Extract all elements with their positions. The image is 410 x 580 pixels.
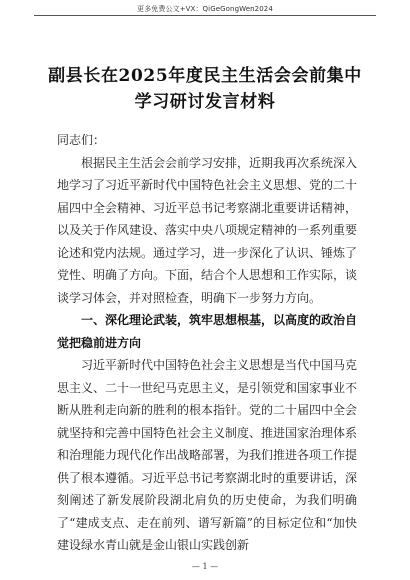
paragraph-1: 根据民主生活会会前学习安排，近期我再次系统深入地学习了习近平新时代中国特色社会主义思想、党的二十届四中全会精神、习近平总书记考察湖北重要讲话精神，以及关于作风建设、落实中央八项规定精神的一系列重要论述和党内法规。通过学习，进一步深化了认识、锤炼了党性、明确了方向。下面，结合个人思想和工作实际，谈谈学习体会，并对照检查，明确下一步努力方向。 <box>57 155 358 305</box>
page-number: — 1 — <box>191 562 219 571</box>
document-body <box>57 129 357 557</box>
paragraph-2: 习近平新时代中国特色社会主义思想是当代中国马克思主义、二十一世纪马克思主义，是引领党和国家事业不断从胜利走向新的胜利的根本指针。党的二十届四中全会就坚持和完善中国特色社会主义制度、推进国家治理体系和治理能力现代化作出战略部署，为我们推进各项工作提供了根本遵循。习近平总书记考察湖北时的重要讲话，深刻阐述了新发展阶段湖北肩负的历史使命，为我们明确了“建成支点、走在前列、谱写新篇”的目标定位和“加快建设绿水青山就是金山银山实践创新 <box>57 358 358 552</box>
header-note: 更多免费公文+VX：QiGeGongWen2024 <box>137 5 273 13</box>
title-line-2: 学习研讨发言材料 <box>134 92 276 112</box>
header-divider <box>34 15 376 16</box>
section-heading-1: 一、深化理论武装，筑牢思想根基，以高度的政治自觉把稳前进方向 <box>57 313 358 350</box>
document-title <box>40 63 370 115</box>
greeting: 同志们： <box>57 133 106 147</box>
title-line-1: 副县长在2025年度民主生活会会前集中 <box>48 66 362 86</box>
